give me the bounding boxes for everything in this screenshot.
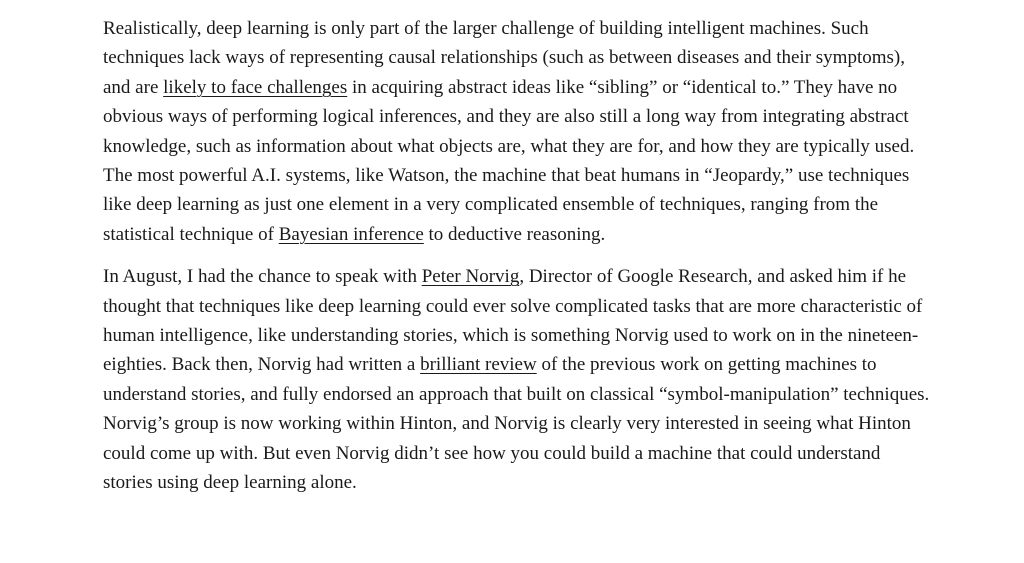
- paragraph: [103, 262, 933, 497]
- paragraph-text: in acquiring abstract ideas like “sibling” or “identical to.” They have no obvious ways of performing logical inferences, and they are also still a long way from integrating abstract knowledge, such as information about what objects are, what they are for, and how they are typically used. The most powerful A.I. systems, like Watson, the machine that beat humans in “Jeopardy,” use techniques like deep learning as just one element in a very complicated ensemble of techniques, ranging from the statistical technique of: [103, 76, 915, 245]
- paragraph-text: In August, I had the chance to speak with: [103, 266, 422, 288]
- paragraph-text: of the previous work on getting machines to understand stories, and fully endorsed an approach that built on classical “symbol-manipulation” techniques. Norvig’s group is now working within Hinton, and Norvig is clearly very interested in seeing what Hinton could come up with. But even Norvig didn’t see how you could build a machine that could understand stories using deep learning alone.: [103, 354, 930, 494]
- paragraph-text: , Director of Google Research, and asked him if he thought that techniques like deep learning could ever solve complicated tasks that are more characteristic of human intelligence, like understanding stories, which is something Norvig used to work on in the nineteen-eighties. Back then, Norvig had written a: [103, 266, 923, 376]
- paragraph-text: Realistically, deep learning is only part of the larger challenge of building intelligent machines. Such techniques lack ways of representing causal relationships (such as between diseases and their symptoms), and are: [103, 18, 905, 98]
- article-body: [103, 14, 933, 498]
- paragraph: [103, 14, 933, 249]
- link-brilliant-review[interactable]: brilliant review: [420, 354, 537, 376]
- paragraph-text: to deductive reasoning.: [423, 223, 606, 245]
- link-peter-norvig[interactable]: Peter Norvig: [421, 266, 520, 288]
- link-likely-to-face-challenges[interactable]: likely to face challenges: [163, 76, 348, 98]
- link-bayesian-inference[interactable]: Bayesian inference: [278, 223, 424, 245]
